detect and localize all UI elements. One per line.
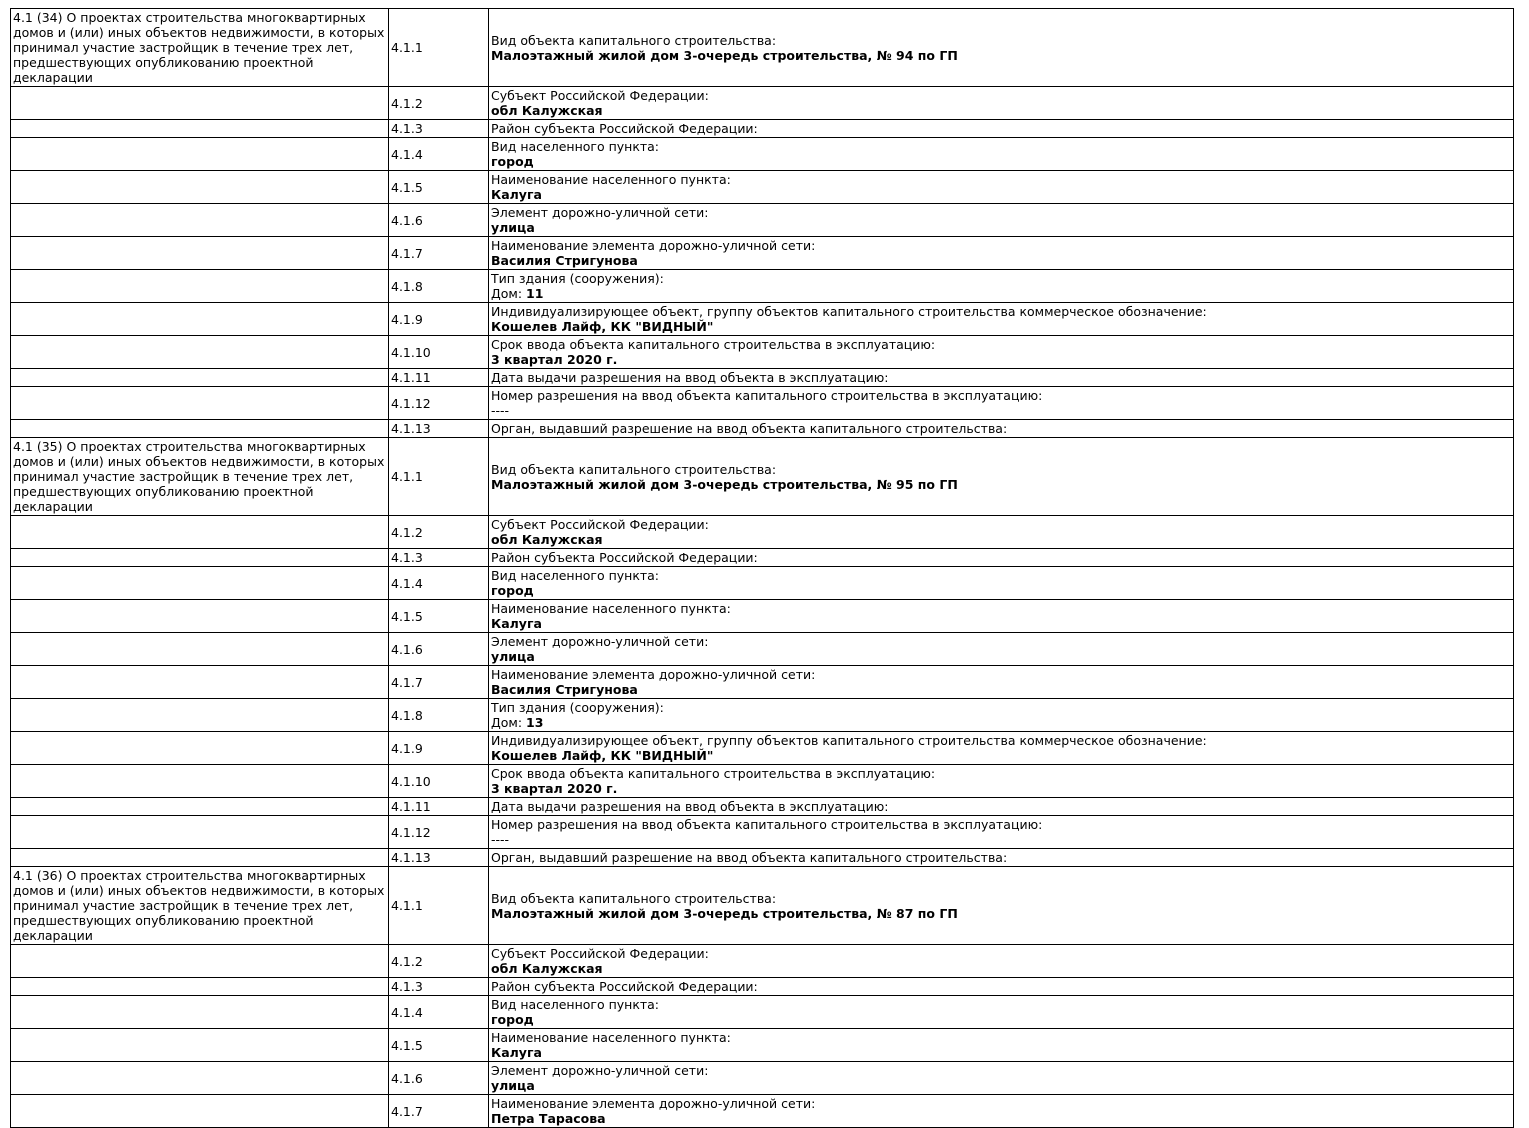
field-label: Тип здания (сооружения): [491,700,664,715]
field-label: Элемент дорожно-уличной сети: [491,634,709,649]
field-value [491,832,1511,847]
field-cell [489,549,1514,567]
field-value-text: 13 [526,715,544,730]
section-description: 4.1 (34) О проектах строительства многоквартирных домов и (или) иных объектов недвижимости, в которых принимал участие застройщик в течение трех лет, предшествующих опубликованию проектной декларации [11,9,389,87]
table-row [11,633,1514,666]
table-row [11,420,1514,438]
field-cell [489,120,1514,138]
field-label: Тип здания (сооружения): [491,271,664,286]
field-cell [489,237,1514,270]
field-value [491,583,1511,598]
table-row [11,1095,1514,1128]
table-row [11,369,1514,387]
field-label: Элемент дорожно-уличной сети: [491,205,709,220]
field-label: Район субъекта Российской Федерации: [491,121,758,136]
field-label: Вид населенного пункта: [491,139,660,154]
field-cell [489,87,1514,120]
section-description-cell [11,798,389,816]
table-row [11,945,1514,978]
row-number: 4.1.5 [389,171,489,204]
section-description: 4.1 (35) О проектах строительства многоквартирных домов и (или) иных объектов недвижимости, в которых принимал участие застройщик в течение трех лет, предшествующих опубликованию проектной декларации [11,438,389,516]
field-value-text: 3 квартал 2020 г. [491,352,618,367]
table-row [11,138,1514,171]
field-label: Наименование элемента дорожно-уличной сети: [491,238,816,253]
field-value-text: город [491,1012,534,1027]
field-value-text: обл Калужская [491,961,603,976]
row-number: 4.1.11 [389,369,489,387]
row-number: 4.1.1 [389,867,489,945]
section-description-cell [11,1029,389,1062]
row-number: 4.1.2 [389,516,489,549]
section-description-cell [11,849,389,867]
row-number: 4.1.1 [389,438,489,516]
field-label: Район субъекта Российской Федерации: [491,550,758,565]
field-value-text: Василия Стригунова [491,253,638,268]
field-label: Индивидуализирующее объект, группу объектов капитального строительства коммерческое обозначение: [491,733,1207,748]
field-value [491,532,1511,547]
row-number: 4.1.9 [389,303,489,336]
field-cell [489,138,1514,171]
section-description-cell [11,600,389,633]
field-label: Район субъекта Российской Федерации: [491,979,758,994]
row-number: 4.1.7 [389,237,489,270]
row-number: 4.1.8 [389,699,489,732]
row-number: 4.1.7 [389,1095,489,1128]
field-cell [489,867,1514,945]
field-value [491,715,1511,730]
field-value-text: Калуга [491,1045,542,1060]
field-cell [489,816,1514,849]
field-label: Орган, выдавший разрешение на ввод объекта капитального строительства: [491,421,1008,436]
field-cell [489,516,1514,549]
section-description-cell [11,816,389,849]
field-label: Дата выдачи разрешения на ввод объекта в эксплуатацию: [491,799,889,814]
row-number: 4.1.3 [389,120,489,138]
table-row [11,120,1514,138]
field-value [491,906,1511,921]
field-label: Наименование элемента дорожно-уличной сети: [491,1096,816,1111]
field-cell [489,600,1514,633]
field-cell [489,270,1514,303]
field-value-prefix: Дом: [491,286,527,301]
field-cell [489,204,1514,237]
field-value [491,961,1511,976]
field-value [491,48,1511,63]
row-number: 4.1.8 [389,270,489,303]
field-label: Наименование населенного пункта: [491,172,731,187]
table-row [11,978,1514,996]
field-value [491,154,1511,169]
field-value-text: Калуга [491,616,542,631]
row-number: 4.1.13 [389,849,489,867]
field-cell [489,1062,1514,1095]
field-cell [489,336,1514,369]
section-description-cell [11,120,389,138]
table-row [11,549,1514,567]
field-cell [489,420,1514,438]
field-value-text: 11 [526,286,544,301]
field-cell [489,945,1514,978]
field-value [491,352,1511,367]
field-value [491,477,1511,492]
section-description-cell [11,336,389,369]
field-label: Срок ввода объекта капитального строительства в эксплуатацию: [491,337,936,352]
section-description-cell [11,1095,389,1128]
field-value [491,187,1511,202]
section-description-cell [11,171,389,204]
field-label: Номер разрешения на ввод объекта капитального строительства в эксплуатацию: [491,817,1043,832]
section-description-cell [11,765,389,798]
field-value [491,1045,1511,1060]
field-label: Субъект Российской Федерации: [491,517,709,532]
table-row [11,867,1514,945]
field-cell [489,567,1514,600]
field-cell [489,369,1514,387]
section-description-cell [11,567,389,600]
field-cell [489,978,1514,996]
field-value [491,220,1511,235]
field-label: Наименование населенного пункта: [491,601,731,616]
row-number: 4.1.7 [389,666,489,699]
field-cell [489,303,1514,336]
section-description-cell [11,204,389,237]
table-row [11,171,1514,204]
row-number: 4.1.13 [389,420,489,438]
field-value [491,253,1511,268]
field-value [491,616,1511,631]
section-description-cell [11,978,389,996]
field-value-text: Кошелев Лайф, КК "ВИДНЫЙ" [491,319,714,334]
table-row [11,765,1514,798]
table-row [11,1029,1514,1062]
table-row [11,567,1514,600]
field-value-prefix: Дом: [491,715,527,730]
field-label: Вид населенного пункта: [491,568,660,583]
field-value-text: улица [491,1078,535,1093]
field-cell [489,996,1514,1029]
field-label: Вид объекта капитального строительства: [491,890,777,906]
row-number: 4.1.5 [389,1029,489,1062]
field-value-text: ---- [491,832,510,847]
row-number: 4.1.4 [389,567,489,600]
table-row [11,237,1514,270]
row-number: 4.1.4 [389,138,489,171]
row-number: 4.1.6 [389,204,489,237]
section-description-cell [11,303,389,336]
field-label: Срок ввода объекта капитального строительства в эксплуатацию: [491,766,936,781]
section-description-cell [11,138,389,171]
table-row [11,438,1514,516]
table-row [11,666,1514,699]
table-row [11,996,1514,1029]
row-number: 4.1.12 [389,387,489,420]
field-value [491,781,1511,796]
field-label: Элемент дорожно-уличной сети: [491,1063,709,1078]
row-number: 4.1.6 [389,633,489,666]
field-label: Дата выдачи разрешения на ввод объекта в эксплуатацию: [491,370,889,385]
section-description-cell [11,516,389,549]
row-number: 4.1.2 [389,87,489,120]
section-description-cell [11,996,389,1029]
table-row [11,816,1514,849]
field-label: Орган, выдавший разрешение на ввод объекта капитального строительства: [491,850,1008,865]
field-value-text: Василия Стригунова [491,682,638,697]
row-number: 4.1.10 [389,765,489,798]
field-value [491,649,1511,664]
field-value-text: 3 квартал 2020 г. [491,781,618,796]
section-description-cell [11,87,389,120]
field-cell [489,1029,1514,1062]
field-cell [489,387,1514,420]
field-value [491,748,1511,763]
field-value [491,286,1511,301]
row-number: 4.1.5 [389,600,489,633]
field-cell [489,633,1514,666]
field-value-text: Малоэтажный жилой дом 3-очередь строительства, № 87 по ГП [491,905,958,921]
field-value [491,1111,1511,1126]
table-row [11,303,1514,336]
section-description-cell [11,699,389,732]
field-value [491,403,1511,418]
table-row [11,699,1514,732]
field-cell [489,9,1514,87]
field-value [491,319,1511,334]
field-cell [489,849,1514,867]
table-row [11,798,1514,816]
field-value [491,1012,1511,1027]
table-body [11,9,1514,1128]
field-value-text: город [491,154,534,169]
field-label: Вид населенного пункта: [491,997,660,1012]
field-value-text: город [491,583,534,598]
row-number: 4.1.10 [389,336,489,369]
section-description-cell [11,633,389,666]
field-cell [489,1095,1514,1128]
field-label: Вид объекта капитального строительства: [491,461,777,477]
field-cell [489,171,1514,204]
field-label: Индивидуализирующее объект, группу объектов капитального строительства коммерческое обозначение: [491,304,1207,319]
section-description-cell [11,945,389,978]
section-description-cell [11,237,389,270]
field-label: Субъект Российской Федерации: [491,946,709,961]
field-value [491,103,1511,118]
field-value-text: обл Калужская [491,532,603,547]
field-value-text: ---- [491,403,510,418]
field-value-text: Калуга [491,187,542,202]
section-description: 4.1 (36) О проектах строительства многоквартирных домов и (или) иных объектов недвижимости, в которых принимал участие застройщик в течение трех лет, предшествующих опубликованию проектной декларации [11,867,389,945]
row-number: 4.1.3 [389,978,489,996]
field-label: Субъект Российской Федерации: [491,88,709,103]
field-label: Номер разрешения на ввод объекта капитального строительства в эксплуатацию: [491,388,1043,403]
field-cell [489,798,1514,816]
field-value-text: Малоэтажный жилой дом 3-очередь строительства, № 95 по ГП [491,476,958,492]
field-value-text: Кошелев Лайф, КК "ВИДНЫЙ" [491,748,714,763]
field-value [491,682,1511,697]
row-number: 4.1.4 [389,996,489,1029]
field-value-text: улица [491,649,535,664]
section-description-cell [11,369,389,387]
table-row [11,849,1514,867]
section-description-cell [11,666,389,699]
section-description-cell [11,732,389,765]
field-cell [489,438,1514,516]
section-description-cell [11,549,389,567]
table-row [11,387,1514,420]
row-number: 4.1.12 [389,816,489,849]
field-value-text: Малоэтажный жилой дом 3-очередь строительства, № 94 по ГП [491,47,958,63]
row-number: 4.1.11 [389,798,489,816]
section-description-cell [11,270,389,303]
field-value-text: обл Калужская [491,103,603,118]
table-row [11,1062,1514,1095]
table-row [11,9,1514,87]
table-row [11,204,1514,237]
field-cell [489,732,1514,765]
project-declaration-table [10,8,1514,1128]
table-row [11,87,1514,120]
field-label: Наименование населенного пункта: [491,1030,731,1045]
field-value [491,1078,1511,1093]
field-cell [489,699,1514,732]
field-value-text: Петра Тарасова [491,1111,606,1126]
table-row [11,732,1514,765]
field-cell [489,765,1514,798]
table-row [11,270,1514,303]
field-value-text: улица [491,220,535,235]
field-label: Вид объекта капитального строительства: [491,32,777,48]
row-number: 4.1.6 [389,1062,489,1095]
row-number: 4.1.9 [389,732,489,765]
section-description-cell [11,387,389,420]
row-number: 4.1.2 [389,945,489,978]
table-row [11,516,1514,549]
row-number: 4.1.1 [389,9,489,87]
section-description-cell [11,420,389,438]
table-row [11,600,1514,633]
table-row [11,336,1514,369]
row-number: 4.1.3 [389,549,489,567]
field-label: Наименование элемента дорожно-уличной сети: [491,667,816,682]
field-cell [489,666,1514,699]
section-description-cell [11,1062,389,1095]
